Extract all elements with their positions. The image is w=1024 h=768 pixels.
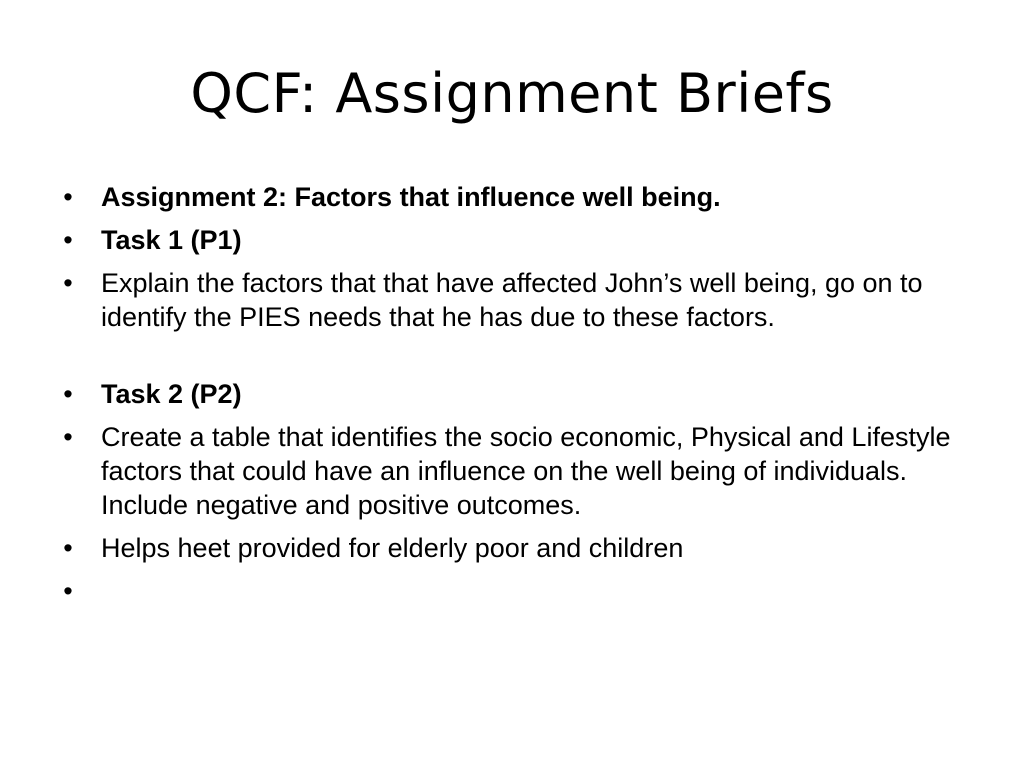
bullet-dot-icon: • bbox=[63, 182, 73, 212]
bullet-dot-icon: • bbox=[63, 225, 73, 255]
bullet-dot-icon: • bbox=[63, 576, 73, 606]
bullet-item-assignment bbox=[58, 180, 958, 214]
bullet-item-task-1-description bbox=[58, 266, 958, 334]
bullet-dot-icon: • bbox=[63, 379, 73, 409]
bullet-text: Task 1 (P1) bbox=[101, 225, 242, 255]
bullet-text: Task 2 (P2) bbox=[101, 379, 242, 409]
bullet-dot-icon: • bbox=[63, 422, 73, 452]
bullet-dot-icon: • bbox=[63, 533, 73, 563]
bullet-item-handout-note bbox=[58, 531, 958, 565]
bullet-text: Explain the factors that that have affected John’s well being, go on to identify the PIES needs that he has due to these factors. bbox=[101, 268, 923, 332]
bullet-text: Assignment 2: Factors that influence well being. bbox=[101, 182, 721, 212]
bullet-item-task-2-description bbox=[58, 420, 958, 522]
bullet-dot-icon: • bbox=[63, 268, 73, 298]
slide-title: QCF: Assignment Briefs bbox=[190, 62, 834, 125]
bullet-text: Create a table that identifies the socio economic, Physical and Lifestyle factors that could have an influence on the well being of individuals. Include negative and positive outcomes. bbox=[101, 422, 951, 520]
bullet-item-task-1 bbox=[58, 223, 958, 257]
bullet-item-task-2 bbox=[58, 377, 958, 411]
bullet-list bbox=[58, 180, 958, 606]
bullet-text: Helps heet provided for elderly poor and children bbox=[101, 533, 684, 563]
